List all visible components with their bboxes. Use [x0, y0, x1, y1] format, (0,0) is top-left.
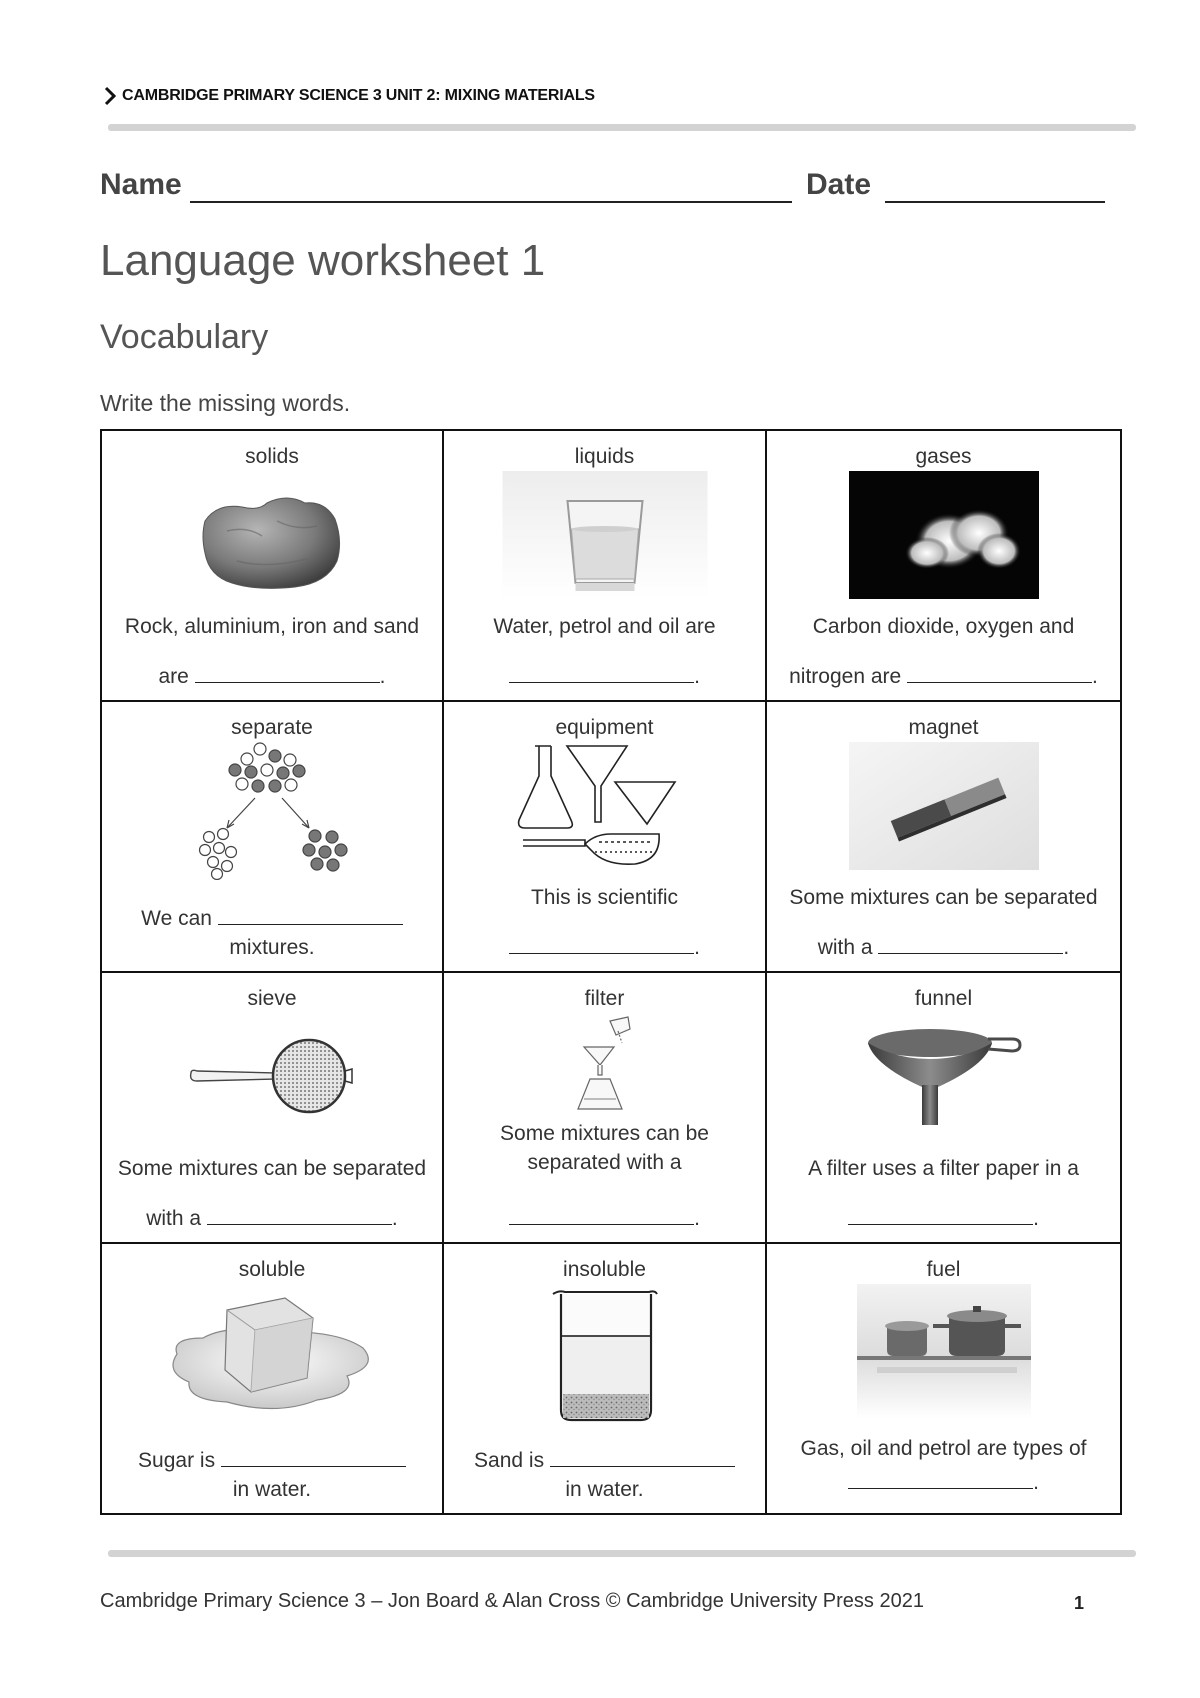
answer-blank[interactable]	[907, 662, 1092, 683]
cell-liquids	[443, 430, 766, 701]
sentence-line-2: in water.	[232, 1478, 312, 1501]
word-label: fuel	[926, 1258, 961, 1281]
cell-gases	[766, 430, 1121, 701]
answer-blank[interactable]	[218, 904, 403, 925]
sentence-line-1: Carbon dioxide, oxygen and	[812, 615, 1075, 638]
beaker-with-sand-image	[545, 1286, 665, 1426]
sentence-line-1: Water, petrol and oil are	[493, 615, 716, 638]
date-field[interactable]	[885, 201, 1105, 203]
sentence-line-1: Some mixtures can be separated	[789, 886, 1098, 909]
sugar-cube-image	[167, 1284, 377, 1424]
answer-blank[interactable]	[195, 662, 380, 683]
glass-of-water-image	[502, 471, 707, 599]
answer-blank[interactable]	[848, 1204, 1033, 1225]
sentence-line-1: Rock, aluminium, iron and sand	[124, 615, 420, 638]
sentence-line-1: We can	[102, 904, 442, 933]
word-label: funnel	[914, 987, 973, 1010]
sentence-line-1: This is scientific	[530, 886, 679, 909]
cell-insoluble	[443, 1243, 766, 1514]
smoke-image	[849, 471, 1039, 599]
answer-blank[interactable]	[509, 933, 694, 954]
answer-blank[interactable]	[878, 933, 1063, 954]
cooking-pots-image	[857, 1284, 1031, 1418]
word-label: filter	[584, 987, 625, 1010]
cell-fuel	[766, 1243, 1121, 1514]
sentence-line-2: in water.	[565, 1478, 644, 1501]
cell-equipment	[443, 701, 766, 972]
word-label: equipment	[555, 716, 654, 739]
sentence-line-2: with a .	[102, 1204, 442, 1233]
word-label: liquids	[574, 445, 635, 468]
sieve-image	[187, 1033, 357, 1123]
instruction-text: Write the missing words.	[100, 390, 351, 416]
sentence-line-2: with a .	[767, 933, 1120, 962]
section-title: Vocabulary	[100, 318, 269, 356]
filter-image	[570, 1013, 640, 1113]
word-label: magnet	[908, 716, 979, 739]
sentence-line-2: .	[767, 1468, 1120, 1497]
word-label: sieve	[247, 987, 297, 1010]
sentence-line-1: Gas, oil and petrol are types of	[800, 1437, 1087, 1460]
funnel-image	[864, 1019, 1024, 1129]
sentence-line-2: are .	[102, 662, 442, 691]
cell-magnet	[766, 701, 1121, 972]
footer-divider	[108, 1550, 1136, 1557]
running-header	[104, 86, 595, 106]
sentence-line-1: Sand is	[444, 1446, 765, 1475]
chevron-right-icon	[104, 86, 116, 106]
word-label: separate	[231, 716, 313, 739]
word-label: gases	[915, 445, 972, 468]
name-label: Name	[100, 168, 182, 201]
page-number: 1	[1074, 1593, 1085, 1613]
name-date-row	[100, 168, 1110, 208]
vocabulary-grid	[100, 429, 1122, 1515]
answer-blank[interactable]	[848, 1468, 1033, 1489]
word-label: soluble	[238, 1258, 306, 1281]
sentence-line-1: A filter uses a filter paper in a	[808, 1157, 1079, 1180]
answer-blank[interactable]	[221, 1446, 406, 1467]
sentence-line-1: Some mixtures can be separated	[117, 1157, 427, 1180]
name-field[interactable]	[190, 201, 792, 203]
cell-filter	[443, 972, 766, 1243]
cell-solids	[101, 430, 443, 701]
cell-funnel	[766, 972, 1121, 1243]
page-title: Language worksheet 1	[100, 236, 546, 285]
sentence-line-2: nitrogen are .	[767, 662, 1120, 691]
answer-blank[interactable]	[207, 1204, 392, 1225]
answer-blank[interactable]	[550, 1446, 735, 1467]
sentence-line-2: .	[444, 662, 765, 691]
word-label: solids	[245, 445, 299, 468]
cell-soluble	[101, 1243, 443, 1514]
running-header-label: CAMBRIDGE PRIMARY SCIENCE 3 UNIT 2: MIXING MATERIALS	[122, 87, 595, 104]
sentence-line-1: Some mixtures can be	[500, 1122, 709, 1145]
rock-image	[197, 491, 347, 591]
sentence-line-2: mixtures.	[229, 936, 315, 959]
separating-particles-image	[187, 740, 357, 880]
sentence-line-2: .	[444, 933, 765, 962]
sentence-line-2: separated with a	[527, 1151, 682, 1174]
answer-blank[interactable]	[509, 662, 694, 683]
answer-blank[interactable]	[509, 1204, 694, 1225]
header-divider	[108, 124, 1136, 131]
magnet-image	[849, 742, 1039, 870]
cell-separate	[101, 701, 443, 972]
sentence-line-2: .	[767, 1204, 1120, 1233]
lab-equipment-image	[515, 742, 695, 870]
date-label: Date	[806, 168, 872, 201]
footer-credit: Cambridge Primary Science 3 – Jon Board & Alan Cross © Cambridge University Press 2021	[100, 1590, 924, 1612]
cell-sieve	[101, 972, 443, 1243]
word-label: insoluble	[563, 1258, 646, 1281]
sentence-line-3: .	[444, 1204, 765, 1233]
sentence-line-1: Sugar is	[102, 1446, 442, 1475]
